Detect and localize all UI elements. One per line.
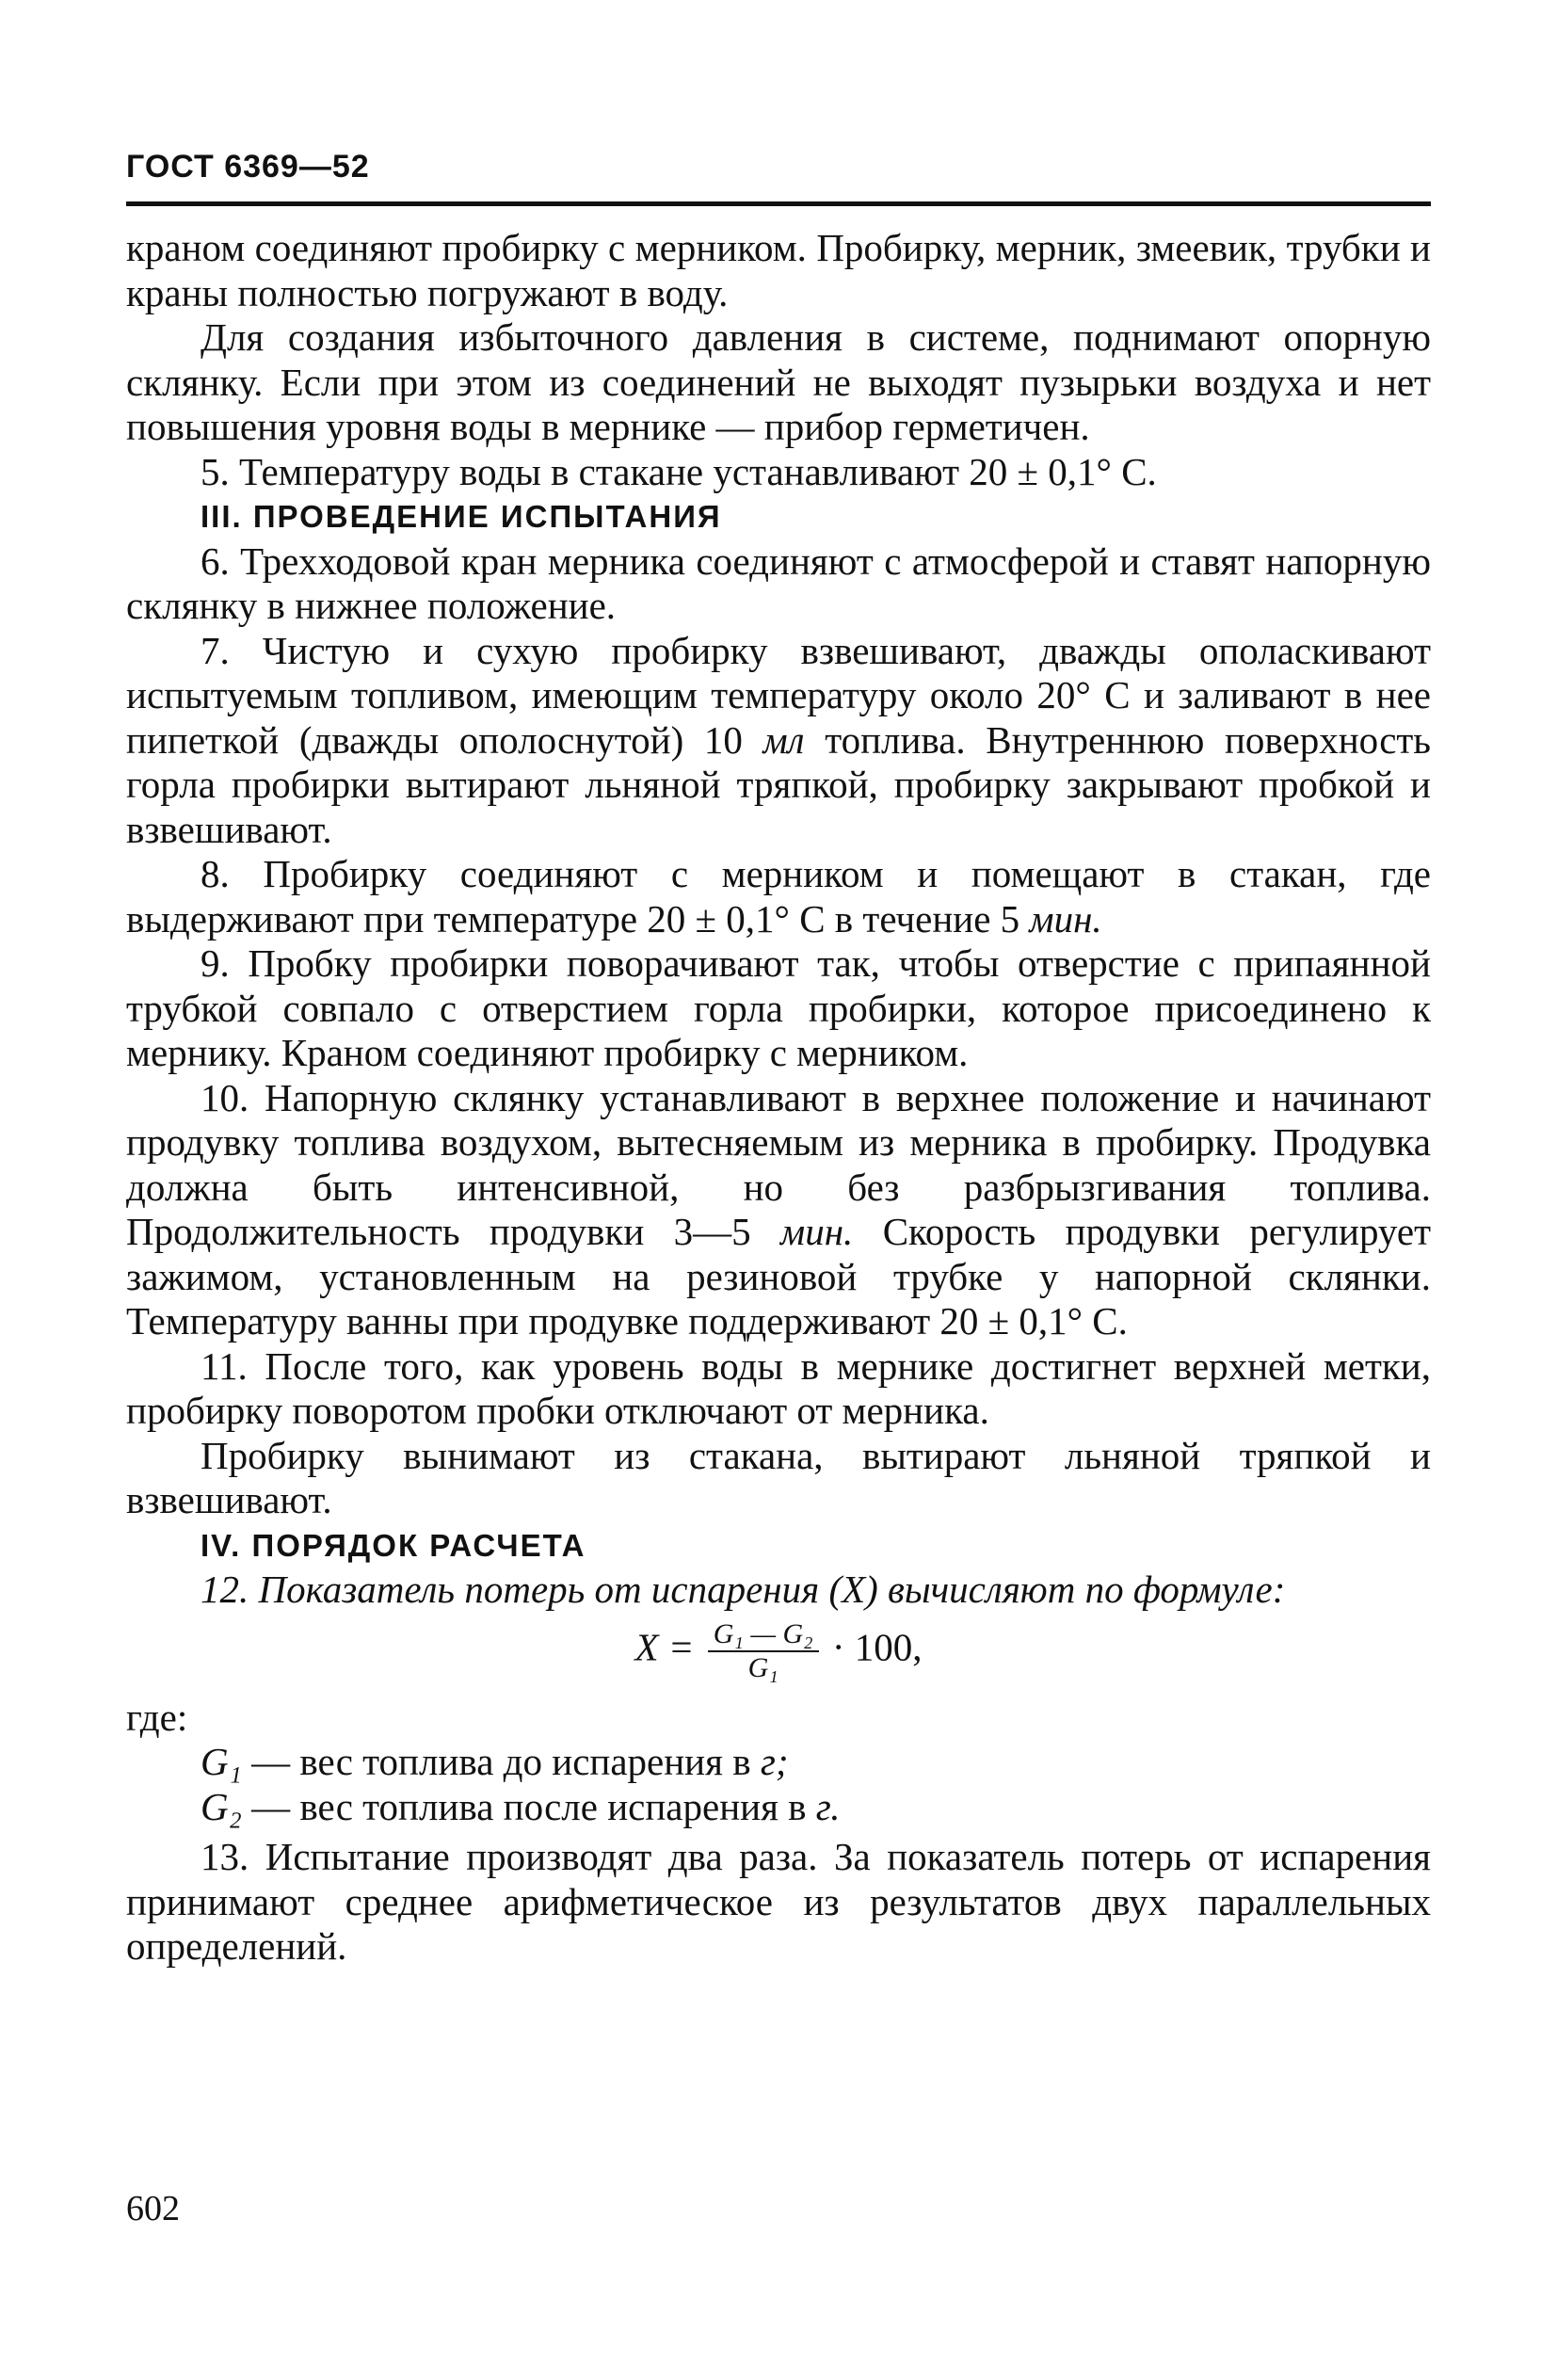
- paragraph-10: [126, 1076, 1431, 1344]
- document-header: ГОСТ 6369—52: [126, 149, 370, 185]
- formula-lhs: X =: [634, 1624, 695, 1668]
- paragraph-12: 12. Показатель потерь от испарения (X) вычисляют по формуле:: [201, 1568, 1286, 1611]
- paragraph-13: 13. Испытание производят два раза. За показатель потерь от испарения принимают среднее арифметическое из результатов двух параллельных определений.: [126, 1835, 1431, 1968]
- paragraph-5: 5. Температуру воды в стакане устанавливают 20 ± 0,1° С.: [201, 449, 1157, 493]
- formula: [126, 1617, 1431, 1683]
- symbol-g1: G₁: [201, 1740, 242, 1783]
- paragraph-continuation: краном соединяют пробирку с мерником. Пробирку, мерник, змеевик, трубки и краны полностью погружают в воду.: [126, 226, 1431, 314]
- paragraph-7-text-a: 7. Чистую и сухую пробирку взвешивают, дважды ополаскивают испытуемым топливом, имеющим температуру около 20° С и заливают в нее пипеткой (дважды ополоснутой) 10: [126, 628, 1431, 762]
- formula-denominator: G₁: [747, 1651, 778, 1683]
- formula-multiplier: · 100,: [831, 1624, 923, 1668]
- definition-g2-text: — вес топлива после испарения в: [251, 1784, 807, 1828]
- unit-min: мин.: [1029, 896, 1102, 941]
- formula-fraction: [708, 1617, 819, 1683]
- page-number: 602: [126, 2189, 180, 2228]
- paragraph-11: 11. После того, как уровень воды в мернике достигнет верхней метки, пробирку поворотом пробки отключают от мерника.: [126, 1343, 1431, 1432]
- symbol-g2: G₂: [201, 1784, 242, 1828]
- unit-g: г;: [760, 1740, 789, 1783]
- definitions: [126, 1740, 1431, 1829]
- header-rule: [126, 201, 1431, 206]
- unit-min: мин.: [780, 1210, 854, 1253]
- paragraph-8: [126, 852, 1431, 941]
- paragraph-10-text-a: 10. Напорную склянку устанавливают в верхнее положение и начинают продувку топлива воздухом, вытесняемым из мерника в пробирку. Продувка должна быть интенсивной, но без разбрызгивания топлива. Продолжительность продувки 3—5: [126, 1075, 1431, 1253]
- unit-g: г.: [815, 1784, 841, 1828]
- definition-g2: [126, 1785, 1431, 1830]
- definition-g1-text: — вес топлива до испарения в: [251, 1740, 751, 1783]
- paragraph: Для создания избыточного давления в системе, поднимают опорную склянку. Если при этом из соединений не выходят пузырьки воздуха и нет повышения уровня воды в мернике — прибор герметичен.: [126, 315, 1431, 448]
- paragraph-9: 9. Пробку пробирки поворачивают так, чтобы отверстие с припаянной трубкой совпало с отверстием горла пробирки, которое присоединено к мернику. Краном соединяют пробирку с мерником.: [126, 941, 1431, 1074]
- paragraph-10-text-b: Скорость продувки регулирует зажимом, установленным на резиновой трубке у напорной склянки. Температуру ванны при продувке поддерживают 20 ± 0,1° С.: [126, 1210, 1431, 1343]
- section-heading-iii: III. ПРОВЕДЕНИЕ ИСПЫТАНИЯ: [201, 499, 722, 534]
- unit-ml: мл: [762, 717, 805, 762]
- paragraph-7-text-b: топлива. Внутреннюю поверхность горла пробирки вытирают льняной тряпкой, пробирку закрывают пробкой и взвешивают.: [126, 717, 1432, 851]
- where-label: где:: [126, 1695, 188, 1739]
- paragraph-11b: Пробирку вынимают из стакана, вытирают льняной тряпкой и взвешивают.: [126, 1433, 1431, 1521]
- document-body: [126, 226, 1431, 1970]
- section-heading-iv: IV. ПОРЯДОК РАСЧЕТА: [201, 1527, 586, 1563]
- definition-g1: [126, 1740, 1431, 1785]
- paragraph-7: [126, 629, 1431, 853]
- paragraph-8-text: 8. Пробирку соединяют с мерником и помещают в стакан, где выдерживают при температуре 20 ± 0,1° С в течение 5: [126, 852, 1431, 941]
- paragraph-6: 6. Трехходовой кран мерника соединяют с атмосферой и ставят напорную склянку в нижнее положение.: [126, 539, 1431, 627]
- formula-numerator: G₁ — G₂: [708, 1620, 819, 1652]
